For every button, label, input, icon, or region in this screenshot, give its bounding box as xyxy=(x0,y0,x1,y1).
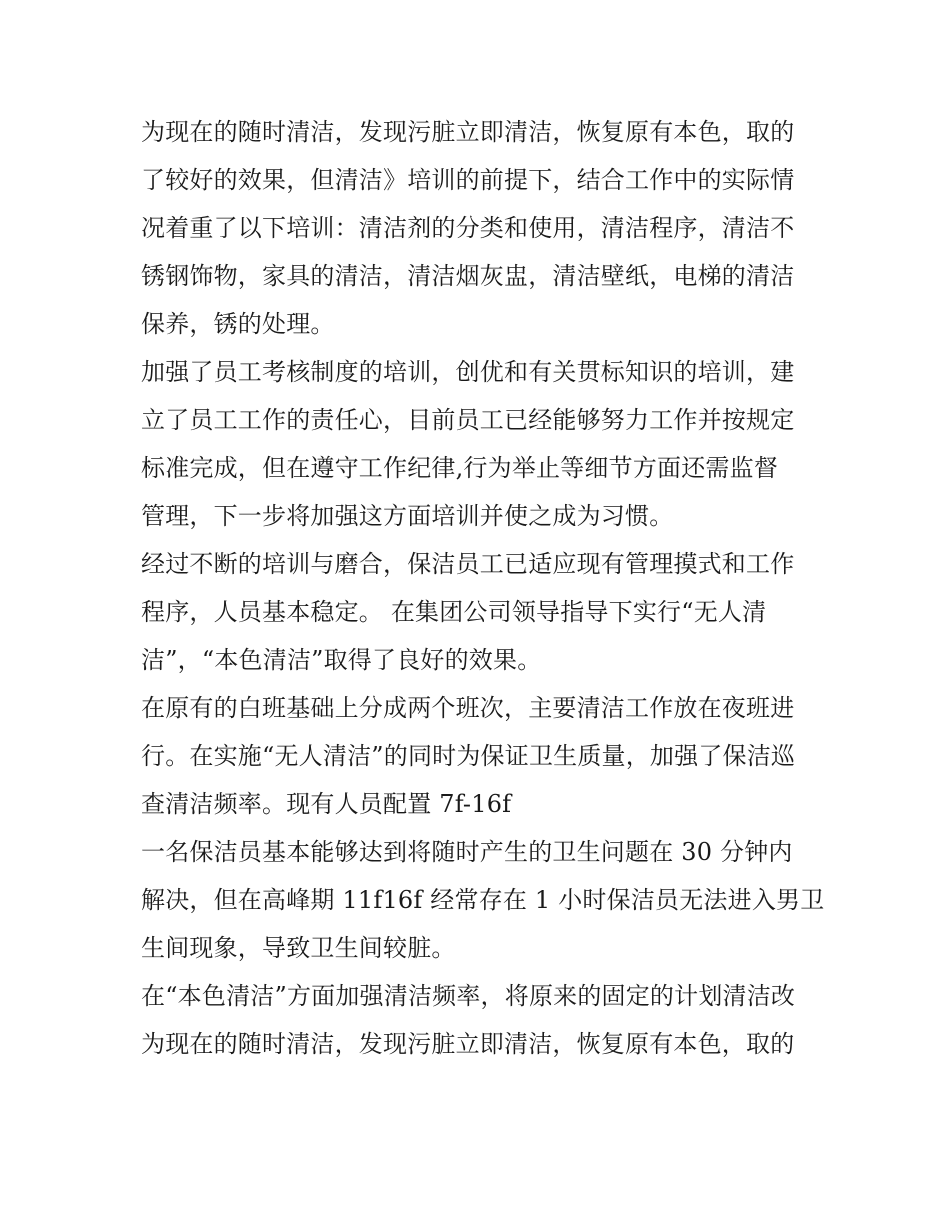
text-line: 况着重了以下培训：清洁剂的分类和使用，清洁程序，清洁不 xyxy=(141,214,795,242)
text-line: 管理，下一步将加强这方面培训并使之成为习惯。 xyxy=(141,502,674,530)
text-line: 行。在实施“无人清洁”的同时为保证卫生质量，加强了保洁巡 xyxy=(141,742,796,770)
text-line: 保养，锈的处理。 xyxy=(141,310,335,338)
text-line: 解决，但在高峰期 11f16f 经常存在 1 小时保洁员无法进入男卫 xyxy=(141,886,825,914)
text-line: 锈钢饰物，家具的清洁，清洁烟灰盅，清洁壁纸，电梯的清洁 xyxy=(141,262,795,290)
text-line: 生间现象，导致卫生间较脏。 xyxy=(141,934,456,962)
text-line: 为现在的随时清洁，发现污脏立即清洁，恢复原有本色，取的 xyxy=(141,1030,795,1058)
text-line: 一名保洁员基本能够达到将随时产生的卫生问题在 30 分钟内 xyxy=(141,838,793,866)
text-line: 在“本色清洁”方面加强清洁频率，将原来的固定的计划清洁改 xyxy=(141,982,796,1010)
body-text xyxy=(141,108,825,1068)
text-line: 洁”，“本色清洁”取得了良好的效果。 xyxy=(141,646,542,674)
text-line: 为现在的随时清洁，发现污脏立即清洁，恢复原有本色，取的 xyxy=(141,118,795,146)
text-line: 立了员工工作的责任心，目前员工已经能够努力工作并按规定 xyxy=(141,406,795,434)
text-line: 标准完成，但在遵守工作纪律,行为举止等细节方面还需监督 xyxy=(141,454,779,482)
text-line: 在原有的白班基础上分成两个班次，主要清洁工作放在夜班进 xyxy=(141,694,795,722)
text-line: 程序，人员基本稳定。 在集团公司领导指导下实行“无人清 xyxy=(141,598,767,626)
text-line: 了较好的效果，但清洁》培训的前提下，结合工作中的实际情 xyxy=(141,166,795,194)
text-line: 加强了员工考核制度的培训，创优和有关贯标知识的培训，建 xyxy=(141,358,795,386)
text-line: 查清洁频率。现有人员配置 7f-16f xyxy=(141,790,512,818)
text-line: 经过不断的培训与磨合，保洁员工已适应现有管理摸式和工作 xyxy=(141,550,795,578)
